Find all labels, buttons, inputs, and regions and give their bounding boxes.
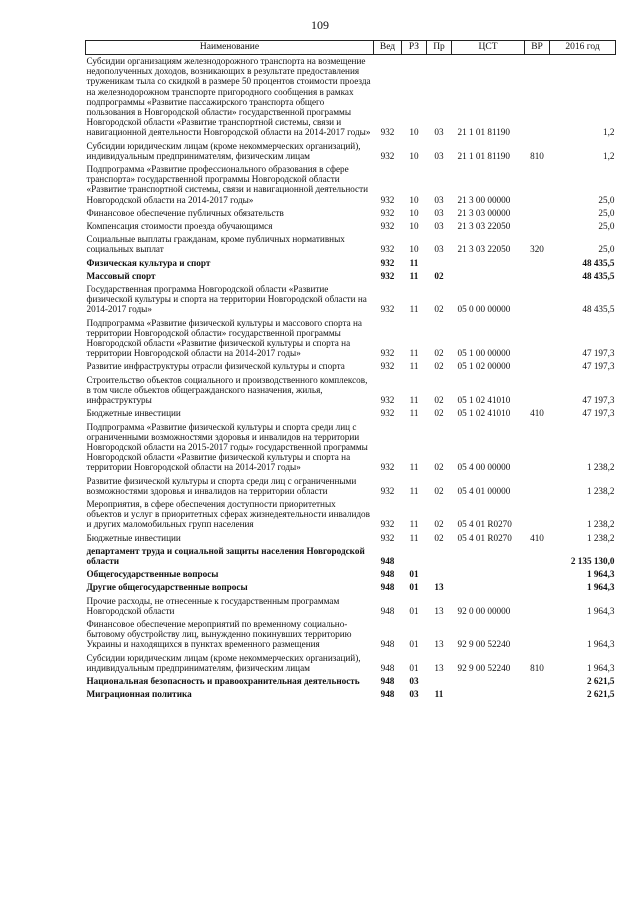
row-cst: 05 4 01 00000 — [457, 485, 511, 496]
row-name: Финансовое обеспечение публичных обязательств — [86, 207, 284, 218]
row-rz: 11 — [409, 485, 419, 496]
table-row — [86, 532, 616, 545]
row-ved: 932 — [380, 257, 395, 268]
row-pr — [427, 545, 452, 568]
row-amount: 47 197,3 — [582, 361, 615, 372]
row-rz: 10 — [409, 244, 419, 255]
row-vr — [525, 675, 550, 688]
row-vr: 410 — [530, 532, 544, 543]
row-rz: 10 — [409, 150, 419, 161]
row-cst: 05 4 01 R0270 — [457, 532, 512, 543]
row-pr: 13 — [434, 605, 444, 616]
row-vr — [525, 207, 550, 220]
row-vr — [525, 688, 550, 701]
row-ved: 948 — [380, 689, 395, 700]
row-rz: 11 — [409, 532, 419, 543]
row-pr: 02 — [434, 395, 444, 406]
table-row — [86, 270, 616, 283]
row-cst — [452, 270, 525, 283]
row-ved: 932 — [380, 408, 395, 419]
row-rz: 03 — [409, 675, 419, 686]
row-cst: 21 1 01 81190 — [457, 150, 510, 161]
row-pr: 02 — [434, 519, 444, 530]
row-amount: 1,2 — [603, 127, 615, 138]
table-row — [86, 140, 616, 163]
row-pr: 02 — [434, 485, 444, 496]
row-vr — [525, 545, 550, 568]
row-pr: 02 — [434, 361, 444, 372]
table-row — [86, 652, 616, 675]
row-name: Субсидии юридическим лицам (кроме некоммерческих организаций), индивидуальным предпринимателям, физическим лицам — [86, 140, 361, 161]
row-cst — [452, 675, 525, 688]
row-ved: 948 — [380, 605, 395, 616]
row-vr — [525, 317, 550, 361]
table-row — [86, 220, 616, 233]
row-name: Миграционная политика — [86, 689, 192, 700]
row-amount: 1 238,2 — [586, 485, 615, 496]
row-vr — [525, 595, 550, 618]
row-name: Бюджетные инвестиции — [86, 532, 181, 543]
table-row — [86, 595, 616, 618]
row-cst — [452, 568, 525, 581]
row-pr: 11 — [434, 689, 444, 700]
row-rz: 11 — [409, 462, 419, 473]
table-row — [86, 233, 616, 256]
header-year: 2016 год — [550, 41, 616, 55]
table-row — [86, 55, 616, 140]
row-pr — [427, 675, 452, 688]
row-name: Развитие инфраструктуры отрасли физической культуры и спорта — [86, 361, 345, 372]
row-cst: 05 1 02 41010 — [457, 408, 511, 419]
row-rz: 10 — [409, 221, 419, 232]
row-amount: 1,2 — [603, 150, 615, 161]
row-amount: 47 197,3 — [582, 408, 615, 419]
row-vr — [525, 581, 550, 594]
row-amount: 1 238,2 — [586, 532, 615, 543]
row-ved: 932 — [380, 150, 395, 161]
row-rz: 01 — [409, 582, 419, 593]
table-body — [86, 55, 616, 702]
table-row — [86, 421, 616, 475]
table-row — [86, 207, 616, 220]
row-vr — [525, 257, 550, 270]
row-name: Общегосударственные вопросы — [86, 569, 219, 580]
table-row — [86, 675, 616, 688]
row-rz: 11 — [409, 270, 419, 281]
table-row — [86, 568, 616, 581]
table-row — [86, 163, 616, 207]
row-rz: 01 — [409, 605, 419, 616]
row-ved: 932 — [380, 532, 395, 543]
row-name: Государственная программа Новгородской области «Развитие физической культуры и спорта на территории Новгородской области на 2014-2017 годы» — [86, 284, 367, 315]
row-ved: 948 — [380, 662, 395, 673]
row-amount: 1 964,3 — [586, 569, 615, 580]
row-rz: 11 — [409, 395, 419, 406]
header-ved: Вед — [374, 41, 402, 55]
row-amount: 25,0 — [598, 207, 615, 218]
row-name: Социальные выплаты гражданам, кроме публичных нормативных социальных выплат — [86, 234, 345, 255]
row-ved: 932 — [380, 127, 395, 138]
row-vr: 810 — [530, 662, 544, 673]
row-pr: 13 — [434, 662, 444, 673]
table-row — [86, 283, 616, 317]
row-cst: 05 1 02 00000 — [457, 361, 511, 372]
row-ved: 932 — [380, 485, 395, 496]
row-vr — [525, 270, 550, 283]
row-rz: 11 — [409, 304, 419, 315]
row-cst — [452, 688, 525, 701]
row-pr: 03 — [434, 127, 444, 138]
row-name: Финансовое обеспечение мероприятий по временному социально-бытовому обустройству лиц, вынужденно покинувших территорию Украины и находящихся в пунктах временного размещения — [86, 618, 352, 650]
row-vr: 810 — [530, 150, 544, 161]
row-pr: 13 — [434, 582, 444, 593]
row-vr — [525, 498, 550, 532]
row-amount: 25,0 — [598, 221, 615, 232]
table-row — [86, 618, 616, 652]
table-row — [86, 360, 616, 373]
row-vr — [525, 568, 550, 581]
row-cst: 21 3 03 22050 — [457, 244, 511, 255]
row-cst: 92 0 00 00000 — [457, 605, 511, 616]
row-name: Массовый спорт — [86, 270, 156, 281]
row-rz — [402, 545, 427, 568]
table-row — [86, 498, 616, 532]
row-amount: 1 964,3 — [586, 662, 615, 673]
row-cst: 05 0 00 00000 — [457, 304, 511, 315]
row-ved: 932 — [380, 304, 395, 315]
row-pr: 03 — [434, 221, 444, 232]
row-vr — [525, 475, 550, 498]
row-pr — [427, 257, 452, 270]
row-ved: 948 — [380, 582, 395, 593]
row-ved: 932 — [380, 395, 395, 406]
row-name: Другие общегосударственные вопросы — [86, 582, 248, 593]
row-ved: 948 — [380, 639, 395, 650]
row-pr: 02 — [434, 270, 444, 281]
row-ved: 948 — [380, 555, 395, 566]
row-cst: 05 1 02 41010 — [457, 395, 511, 406]
row-pr: 13 — [434, 639, 444, 650]
row-ved: 932 — [380, 348, 395, 359]
row-name: Строительство объектов социального и производственного комплексов, в том числе объектов общегражданского назначения, жилья, инфраструктуры — [86, 374, 368, 406]
row-name: Бюджетные инвестиции — [86, 408, 181, 419]
header-cst: ЦСТ — [452, 41, 525, 55]
row-cst: 92 9 00 52240 — [457, 662, 511, 673]
row-vr — [525, 421, 550, 475]
row-name: Прочие расходы, не отнесенные к государственным программам Новгородской области — [86, 595, 340, 616]
row-cst: 05 4 01 R0270 — [457, 519, 512, 530]
row-name: Подпрограмма «Развитие профессионального образования в сфере транспорта» государственной программы Новгородской области «Развитие транспортной системы, связи и навигационной деятельности Новгородской области на 2014-2017 годы» — [86, 164, 369, 205]
row-rz: 10 — [409, 207, 419, 218]
table-row — [86, 407, 616, 420]
row-vr — [525, 360, 550, 373]
row-amount: 47 197,3 — [582, 348, 615, 359]
row-vr: 410 — [530, 408, 544, 419]
row-name: Субсидии организациям железнодорожного транспорта на возмещение недополученных доходов, возникающих в результате предоставления труженикам тыла со скидкой в размере 50 процентов стоимости проезда на железнодорожном транспорте пригородного сообщения в рамках подпрограммы «Развитие пассажирского транспорта общего пользования в Новгородской области» государственной программы Новгородской области «Развитие транспортной системы, связи и навигационной деятельности Новгородской области на 2014-2017 годы» — [86, 56, 371, 138]
row-ved: 932 — [380, 194, 395, 205]
header-rz: РЗ — [402, 41, 427, 55]
row-cst — [452, 581, 525, 594]
table-row — [86, 257, 616, 270]
row-name: Подпрограмма «Развитие физической культуры и массового спорта на территории Новгородской области» государственной программы Новгородской области «Развитие физической культуры и спорта на территории Новгородской области на 2014-2017 годы» — [86, 317, 362, 359]
row-ved: 932 — [380, 244, 395, 255]
row-name: Подпрограмма «Развитие физической культуры и спорта среди лиц с ограниченными возможностями здоровья и инвалидов на территории Новгородской области на 2015-2017 годы» государственной программы Новгородской области «Развитие физической культуры и спорта на территории Новгородской области на 2014-2017 годы» — [86, 421, 368, 473]
row-rz: 01 — [409, 639, 419, 650]
row-rz: 11 — [409, 348, 419, 359]
row-cst: 21 3 03 22050 — [457, 221, 511, 232]
row-rz: 11 — [409, 408, 419, 419]
row-pr: 02 — [434, 304, 444, 315]
row-ved: 932 — [380, 462, 395, 473]
row-amount: 25,0 — [598, 194, 615, 205]
row-amount: 2 621,5 — [586, 675, 615, 686]
row-rz: 10 — [409, 127, 419, 138]
row-cst: 92 9 00 52240 — [457, 639, 511, 650]
row-ved: 932 — [380, 207, 395, 218]
row-amount: 1 964,3 — [586, 605, 615, 616]
row-rz: 01 — [409, 569, 419, 580]
row-ved: 932 — [380, 221, 395, 232]
row-vr — [525, 283, 550, 317]
row-name: Мероприятия, в сфере обеспечения доступности приоритетных объектов и услуг в приоритетных сферах жизнедеятельности инвалидов и других маломобильных групп населения — [86, 498, 370, 530]
row-vr — [525, 220, 550, 233]
row-amount: 1 964,3 — [586, 639, 615, 650]
row-amount: 1 238,2 — [586, 519, 615, 530]
row-cst — [452, 257, 525, 270]
row-vr — [525, 618, 550, 652]
row-ved: 932 — [380, 270, 395, 281]
table-header-row — [86, 41, 616, 55]
table-row — [86, 475, 616, 498]
row-ved: 948 — [380, 569, 395, 580]
row-pr: 03 — [434, 207, 444, 218]
table-row — [86, 317, 616, 361]
row-amount: 2 621,5 — [586, 689, 615, 700]
header-name: Наименование — [86, 41, 374, 55]
row-name: департамент труда и социальной защиты населения Новгородской области — [86, 545, 365, 566]
header-vr: ВР — [525, 41, 550, 55]
row-amount: 48 435,5 — [582, 257, 615, 268]
row-vr — [525, 55, 550, 140]
page-number: 109 — [311, 18, 329, 32]
table-row — [86, 581, 616, 594]
row-rz: 10 — [409, 194, 419, 205]
row-pr: 03 — [434, 194, 444, 205]
row-amount: 47 197,3 — [582, 395, 615, 406]
row-vr — [525, 374, 550, 408]
row-cst: 21 1 01 81190 — [457, 127, 510, 138]
row-pr: 03 — [434, 150, 444, 161]
table-row — [86, 374, 616, 408]
row-ved: 948 — [380, 675, 395, 686]
row-pr — [427, 568, 452, 581]
row-rz: 11 — [409, 361, 419, 372]
row-vr — [525, 163, 550, 207]
header-pr: Пр — [427, 41, 452, 55]
row-pr: 03 — [434, 244, 444, 255]
row-rz: 03 — [409, 689, 419, 700]
row-pr: 02 — [434, 408, 444, 419]
row-cst: 05 1 00 00000 — [457, 348, 511, 359]
row-cst: 05 4 00 00000 — [457, 462, 511, 473]
table-row — [86, 688, 616, 701]
row-pr: 02 — [434, 462, 444, 473]
row-cst: 21 3 00 00000 — [457, 194, 511, 205]
row-name: Национальная безопасность и правоохранительная деятельность — [86, 675, 360, 686]
row-name: Компенсация стоимости проезда обучающимся — [86, 221, 273, 232]
row-vr: 320 — [530, 244, 544, 255]
row-rz: 01 — [409, 662, 419, 673]
row-amount: 48 435,5 — [582, 270, 615, 281]
row-amount: 48 435,5 — [582, 304, 615, 315]
row-amount: 2 135 130,0 — [570, 555, 615, 566]
row-amount: 1 964,3 — [586, 582, 615, 593]
row-cst — [452, 545, 525, 568]
row-amount: 25,0 — [598, 244, 615, 255]
row-pr: 02 — [434, 348, 444, 359]
row-ved: 932 — [380, 361, 395, 372]
row-ved: 932 — [380, 519, 395, 530]
row-name: Физическая культура и спорт — [86, 257, 211, 268]
budget-table — [85, 40, 616, 701]
row-rz: 11 — [409, 257, 419, 268]
row-cst: 21 3 03 00000 — [457, 207, 511, 218]
row-rz: 11 — [409, 519, 419, 530]
row-amount: 1 238,2 — [586, 462, 615, 473]
row-name: Субсидии юридическим лицам (кроме некоммерческих организаций), индивидуальным предпринимателям, физическим лицам — [86, 652, 361, 673]
row-pr: 02 — [434, 532, 444, 543]
table-row — [86, 545, 616, 568]
row-name: Развитие физической культуры и спорта среди лиц с ограниченными возможностями здоровья и инвалидов на территории области — [86, 475, 357, 496]
